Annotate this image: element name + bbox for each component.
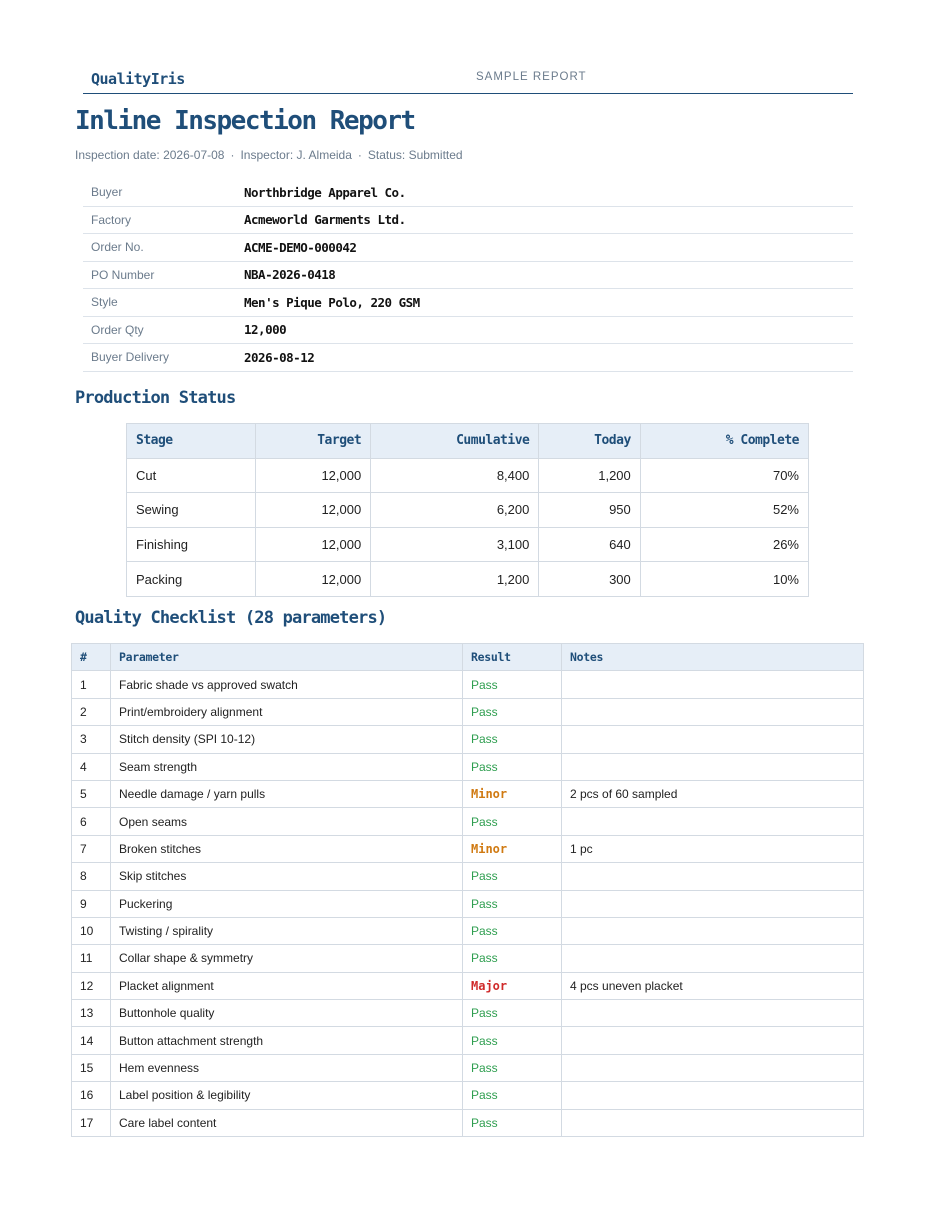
table-cell: 950: [539, 493, 640, 528]
inspector-label: Inspector:: [240, 148, 294, 162]
result-badge: Pass: [463, 863, 562, 890]
column-header: Today: [539, 424, 640, 459]
info-row: [83, 316, 853, 344]
info-value: Men's Pique Polo, 220 GSM: [236, 289, 853, 317]
production-status-title: Production Status: [75, 388, 236, 408]
table-cell: Cut: [127, 458, 256, 493]
table-row: [127, 493, 809, 528]
info-row: [83, 289, 853, 317]
table-cell: 12,000: [256, 493, 371, 528]
result-badge: Pass: [463, 671, 562, 698]
info-row: [83, 206, 853, 234]
info-label: Buyer Delivery: [83, 344, 236, 372]
table-cell: 1,200: [539, 458, 640, 493]
quality-checklist-title: Quality Checklist (28 parameters): [75, 608, 387, 628]
result-badge: Pass: [463, 698, 562, 725]
table-cell: 12,000: [256, 527, 371, 562]
result-badge: Pass: [463, 753, 562, 780]
table-cell: Packing: [127, 562, 256, 597]
result-badge: Pass: [463, 1000, 562, 1027]
notes-cell: [562, 863, 864, 890]
column-header: #: [72, 644, 111, 671]
parameter-cell: Fabric shade vs approved swatch: [111, 671, 463, 698]
parameter-cell: Print/embroidery alignment: [111, 698, 463, 725]
column-header: Target: [256, 424, 371, 459]
notes-cell: 2 pcs of 60 sampled: [562, 780, 864, 807]
notes-cell: [562, 698, 864, 725]
info-label: Style: [83, 289, 236, 317]
column-header: Parameter: [111, 644, 463, 671]
inspection-date-label: Inspection date:: [75, 148, 160, 162]
row-number: 1: [72, 671, 111, 698]
table-row: [127, 562, 809, 597]
notes-cell: [562, 945, 864, 972]
result-badge: Pass: [463, 945, 562, 972]
row-number: 9: [72, 890, 111, 917]
notes-cell: [562, 1054, 864, 1081]
column-header: Stage: [127, 424, 256, 459]
notes-cell: [562, 726, 864, 753]
column-header: % Complete: [640, 424, 808, 459]
report-title: Inline Inspection Report: [75, 106, 415, 136]
notes-cell: [562, 808, 864, 835]
parameter-cell: Broken stitches: [111, 835, 463, 862]
row-number: 8: [72, 863, 111, 890]
result-badge: Pass: [463, 890, 562, 917]
row-number: 7: [72, 835, 111, 862]
table-row: [127, 527, 809, 562]
info-value: ACME-DEMO-000042: [236, 234, 853, 262]
row-number: 13: [72, 1000, 111, 1027]
notes-cell: 1 pc: [562, 835, 864, 862]
result-badge: Pass: [463, 1109, 562, 1136]
parameter-cell: Collar shape & symmetry: [111, 945, 463, 972]
notes-cell: [562, 917, 864, 944]
report-meta: [75, 148, 463, 162]
parameter-cell: Stitch density (SPI 10-12): [111, 726, 463, 753]
table-cell: 10%: [640, 562, 808, 597]
table-row: [72, 726, 864, 753]
table-row: [72, 671, 864, 698]
result-badge: Minor: [463, 835, 562, 862]
info-row: [83, 261, 853, 289]
result-badge: Pass: [463, 808, 562, 835]
table-cell: 70%: [640, 458, 808, 493]
result-badge: Pass: [463, 1054, 562, 1081]
info-value: Acmeworld Garments Ltd.: [236, 206, 853, 234]
parameter-cell: Hem evenness: [111, 1054, 463, 1081]
table-row: [72, 1054, 864, 1081]
info-label: Factory: [83, 206, 236, 234]
notes-cell: [562, 1109, 864, 1136]
table-cell: 8,400: [371, 458, 539, 493]
info-label: Buyer: [83, 179, 236, 206]
info-value: NBA-2026-0418: [236, 261, 853, 289]
parameter-cell: Puckering: [111, 890, 463, 917]
production-status-table: [126, 423, 809, 597]
info-value: 12,000: [236, 316, 853, 344]
parameter-cell: Placket alignment: [111, 972, 463, 999]
inspection-date: 2026-07-08: [163, 148, 225, 162]
column-header: Notes: [562, 644, 864, 671]
notes-cell: [562, 890, 864, 917]
table-row: [127, 458, 809, 493]
parameter-cell: Label position & legibility: [111, 1082, 463, 1109]
info-label: Order No.: [83, 234, 236, 262]
table-cell: 26%: [640, 527, 808, 562]
table-cell: 300: [539, 562, 640, 597]
row-number: 3: [72, 726, 111, 753]
row-number: 5: [72, 780, 111, 807]
parameter-cell: Skip stitches: [111, 863, 463, 890]
parameter-cell: Twisting / spirality: [111, 917, 463, 944]
table-row: [72, 1027, 864, 1054]
table-row: [72, 972, 864, 999]
row-number: 11: [72, 945, 111, 972]
table-row: [72, 698, 864, 725]
row-number: 17: [72, 1109, 111, 1136]
info-row: [83, 179, 853, 206]
table-row: [72, 1000, 864, 1027]
table-cell: 12,000: [256, 562, 371, 597]
row-number: 16: [72, 1082, 111, 1109]
parameter-cell: Buttonhole quality: [111, 1000, 463, 1027]
info-label: Order Qty: [83, 316, 236, 344]
result-badge: Minor: [463, 780, 562, 807]
table-row: [72, 808, 864, 835]
parameter-cell: Needle damage / yarn pulls: [111, 780, 463, 807]
table-row: [72, 1082, 864, 1109]
table-row: [72, 1109, 864, 1136]
result-badge: Pass: [463, 1082, 562, 1109]
notes-cell: [562, 671, 864, 698]
notes-cell: 4 pcs uneven placket: [562, 972, 864, 999]
table-cell: 52%: [640, 493, 808, 528]
result-badge: Pass: [463, 917, 562, 944]
result-badge: Pass: [463, 726, 562, 753]
meta-separator: ·: [357, 148, 362, 162]
row-number: 12: [72, 972, 111, 999]
quality-checklist-table: [71, 643, 864, 1137]
table-cell: 3,100: [371, 527, 539, 562]
row-number: 2: [72, 698, 111, 725]
info-label: PO Number: [83, 261, 236, 289]
table-row: [72, 780, 864, 807]
info-row: [83, 234, 853, 262]
table-cell: 6,200: [371, 493, 539, 528]
page-header: [83, 68, 853, 94]
status-value: Submitted: [408, 148, 463, 162]
info-value: Northbridge Apparel Co.: [236, 179, 853, 206]
info-value: 2026-08-12: [236, 344, 853, 372]
table-cell: Sewing: [127, 493, 256, 528]
brand-logo: QualityIris: [91, 70, 185, 88]
row-number: 14: [72, 1027, 111, 1054]
result-badge: Pass: [463, 1027, 562, 1054]
notes-cell: [562, 753, 864, 780]
status-label: Status:: [367, 148, 406, 162]
row-number: 6: [72, 808, 111, 835]
table-cell: Finishing: [127, 527, 256, 562]
table-cell: 12,000: [256, 458, 371, 493]
inspector-name: J. Almeida: [296, 148, 352, 162]
result-badge: Major: [463, 972, 562, 999]
table-row: [72, 917, 864, 944]
table-row: [72, 863, 864, 890]
notes-cell: [562, 1082, 864, 1109]
info-row: [83, 344, 853, 372]
order-info-table: [83, 179, 853, 372]
row-number: 10: [72, 917, 111, 944]
sample-report-tag: SAMPLE REPORT: [476, 71, 587, 83]
table-row: [72, 890, 864, 917]
table-row: [72, 945, 864, 972]
column-header: Cumulative: [371, 424, 539, 459]
table-cell: 1,200: [371, 562, 539, 597]
table-row: [72, 835, 864, 862]
parameter-cell: Button attachment strength: [111, 1027, 463, 1054]
row-number: 15: [72, 1054, 111, 1081]
table-row: [72, 753, 864, 780]
parameter-cell: Seam strength: [111, 753, 463, 780]
notes-cell: [562, 1027, 864, 1054]
parameter-cell: Care label content: [111, 1109, 463, 1136]
row-number: 4: [72, 753, 111, 780]
notes-cell: [562, 1000, 864, 1027]
meta-separator: ·: [230, 148, 235, 162]
column-header: Result: [463, 644, 562, 671]
table-cell: 640: [539, 527, 640, 562]
parameter-cell: Open seams: [111, 808, 463, 835]
